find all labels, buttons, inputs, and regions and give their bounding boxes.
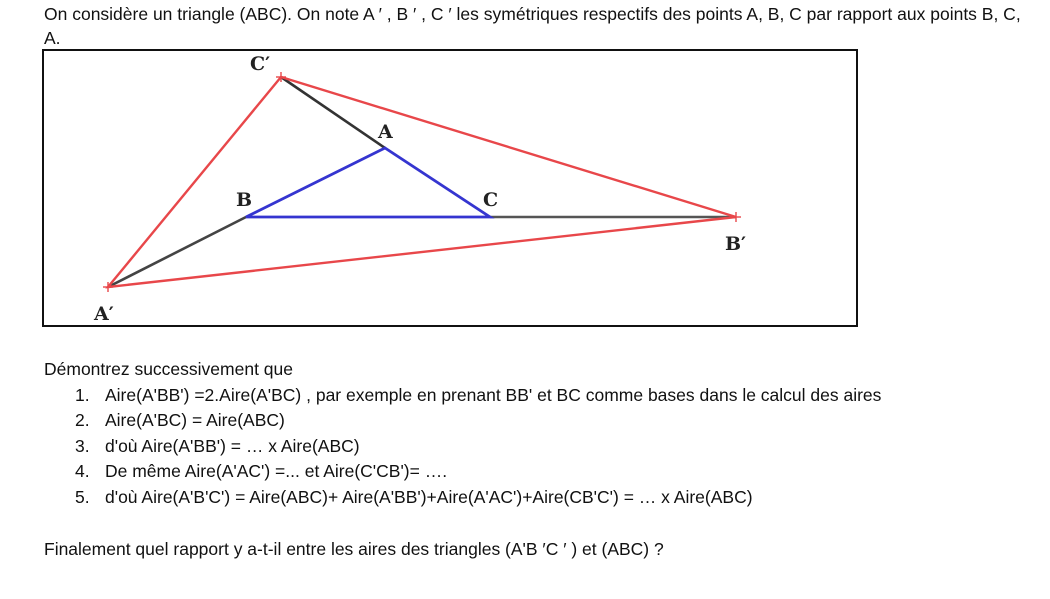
intro-text: On considère un triangle (ABC). On note A ′ , B ′ , C ′ les symétriques respectifs des points A, B, C par rapport aux points B, C, A. <box>44 4 1021 48</box>
label-b: B <box>236 189 253 211</box>
list-item <box>75 485 881 510</box>
list-item <box>75 459 881 484</box>
list-item <box>75 434 881 459</box>
step-text: d'où Aire(A'B'C') = Aire(ABC)+ Aire(A'BB')+Aire(A'AC')+Aire(CB'C') = … x Aire(ABC) <box>105 486 753 507</box>
label-a-prime: A′ <box>94 303 114 325</box>
step-number: 2. <box>75 410 90 431</box>
label-a: A <box>378 121 393 143</box>
final-question: Finalement quel rapport y a-t-il entre les aires des triangles (A'B ′C ′ ) et (ABC) ? <box>44 539 664 559</box>
label-c-prime: C′ <box>250 53 271 75</box>
step-text: d'où Aire(A'BB') = … x Aire(ABC) <box>105 435 360 456</box>
prompt-text: Démontrez successivement que <box>44 359 293 379</box>
step-text: Aire(A'BB') =2.Aire(A'BC) , par exemple en prenant BB' et BC comme bases dans le calcul des aires <box>105 385 882 405</box>
point-markers <box>103 72 741 292</box>
steps-list <box>75 383 881 510</box>
segment-c-prime-a <box>281 77 385 148</box>
segment-a-prime-b <box>108 217 246 287</box>
list-item <box>75 408 881 433</box>
step-number: 5. <box>75 486 90 507</box>
step-text: Aire(A'BC) = Aire(ABC) <box>105 410 285 431</box>
triangle-figure <box>42 49 858 327</box>
step-number: 1. <box>75 385 90 405</box>
triangle-abc <box>246 148 490 217</box>
label-c: C <box>483 189 499 211</box>
label-b-prime: B′ <box>725 233 747 255</box>
step-text: De même Aire(A'AC') =... et Aire(C'CB')= …. <box>105 461 448 482</box>
triangle-diagram <box>44 51 856 325</box>
step-number: 3. <box>75 435 90 456</box>
triangle-a-prime-b-prime-c-prime <box>108 77 736 287</box>
list-item <box>75 383 881 408</box>
step-number: 4. <box>75 461 90 482</box>
